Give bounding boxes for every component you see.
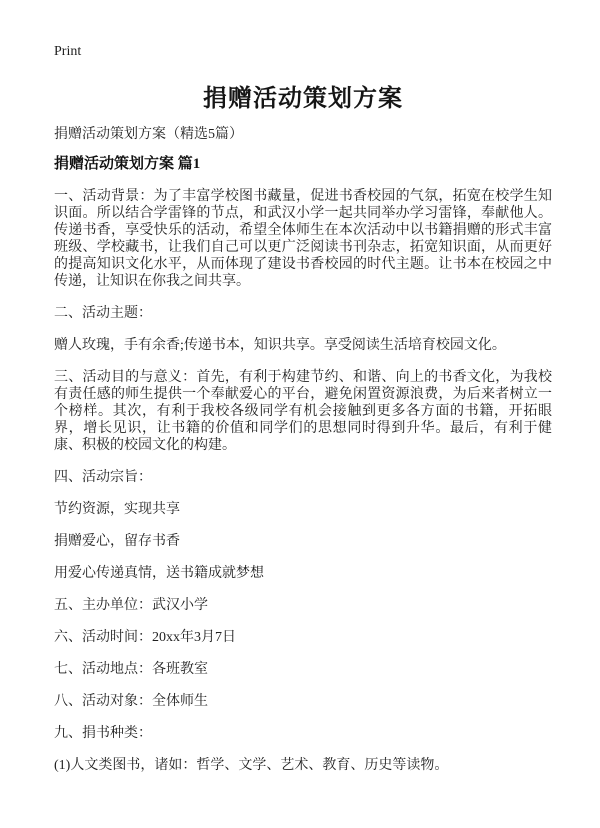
document-body — [54, 188, 552, 774]
document-paragraph: 赠人玫瑰，手有余香;传递书本，知识共享。享受阅读生活培育校园文化。 — [54, 338, 506, 353]
document-paragraph: 四、活动宗旨： — [54, 470, 152, 485]
print-button[interactable]: Print — [54, 44, 82, 59]
document-paragraph: 七、活动地点：各班教室 — [54, 662, 208, 677]
document-paragraph: 一、活动背景：为了丰富学校图书藏量，促进书香校园的气氛，拓宽在校学生知识面。所以结合学雷锋的节点，和武汉小学一起共同举办学习雷锋，奉献他人。传递书香，享受快乐的活动，希望全体师生在本次活动中以书籍捐赠的形式丰富班级、学校藏书，让我们自己可以更广泛阅读书刊杂志，拓宽知识面，从而更好的提高知识文化水平，从而体现了建设书香校园的时代主题。让书本在校园之中传递，让知识在你我之间共享。 — [54, 189, 552, 289]
document-paragraph: 六、活动时间：20xx年3月7日 — [54, 630, 236, 645]
document-subtitle: 捐赠活动策划方案（精选5篇） — [54, 127, 243, 142]
document-paragraph: (1)人文类图书，诸如：哲学、文学、艺术、教育、历史等读物。 — [54, 758, 449, 773]
document-paragraph: 用爱心传递真情，送书籍成就梦想 — [54, 566, 264, 581]
document-paragraph: 五、主办单位：武汉小学 — [54, 598, 208, 613]
document-paragraph: 二、活动主题： — [54, 306, 152, 321]
document-paragraph: 九、捐书种类： — [54, 726, 152, 741]
document-paragraph: 三、活动目的与意义：首先，有利于构建节约、和谐、向上的书香文化，为我校有责任感的师生提供一个奉献爱心的平台，避免闲置资源浪费，为后来者树立一个榜样。其次，有利于我校各级同学有机会接触到更多各方面的书籍，开拓眼界，增长见识，让书籍的价值和同学们的思想同时得到升华。最后，有利于健康、积极的校园文化的构建。 — [54, 370, 552, 453]
document-paragraph: 八、活动对象：全体师生 — [54, 694, 208, 709]
document-paragraph: 捐赠爱心，留存书香 — [54, 534, 180, 549]
section-heading: 捐赠活动策划方案 篇1 — [54, 156, 201, 172]
page-title: 捐赠活动策划方案 — [203, 86, 403, 112]
document-paragraph: 节约资源，实现共享 — [54, 502, 180, 517]
